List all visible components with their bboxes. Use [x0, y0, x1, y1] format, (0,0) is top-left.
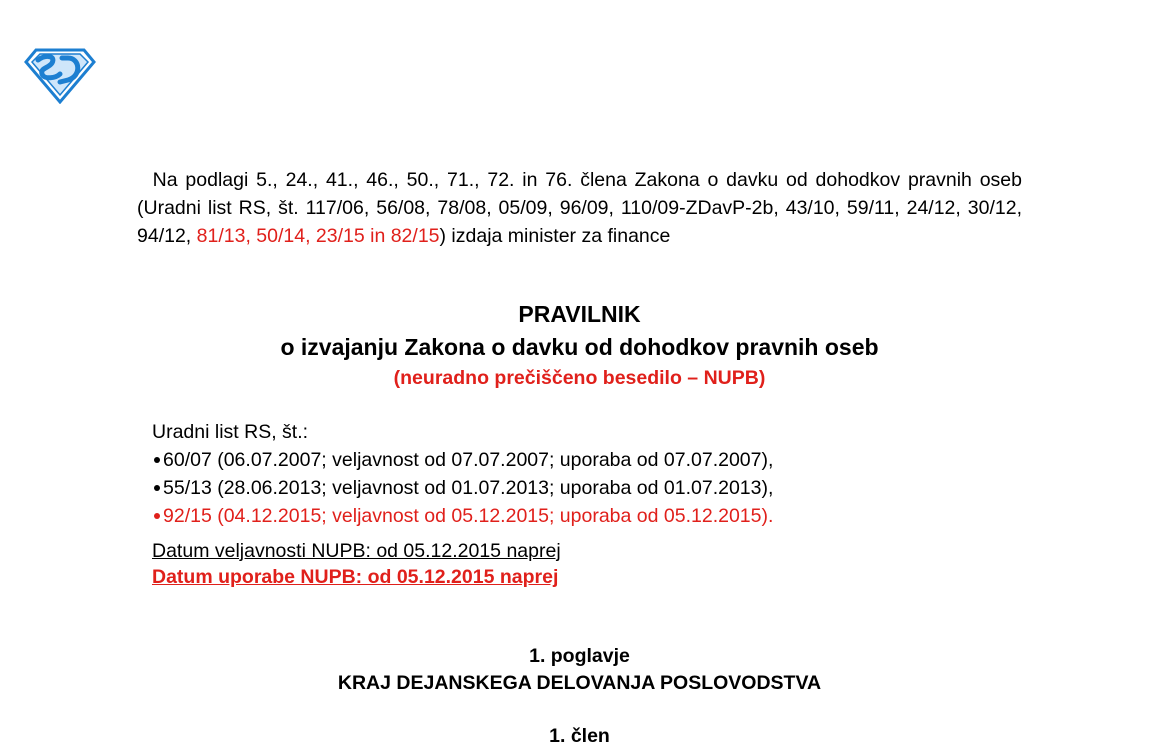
gazette-entry-text: 55/13 (28.06.2013; veljavnost od 01.07.2013; uporaba od 01.07.2013),	[163, 477, 774, 499]
bullet-icon	[154, 485, 160, 491]
preamble-amendments: 81/13, 50/14, 23/15 in 82/15	[196, 225, 440, 247]
article-heading: 1. člen	[549, 725, 610, 747]
application-date: Datum uporabe NUPB: od 05.12.2015 naprej	[152, 566, 559, 588]
gazette-list	[152, 418, 773, 530]
gazette-entry	[152, 502, 773, 530]
gazette-entry	[152, 474, 773, 502]
validity-dates	[152, 538, 561, 590]
preamble-paragraph	[137, 166, 1022, 250]
preamble-text-end: ) izdaja minister za finance	[439, 225, 671, 247]
bullet-icon	[154, 513, 160, 519]
gazette-entry-text: 92/15 (04.12.2015; veljavnost od 05.12.2015; uporaba od 05.12.2015).	[163, 505, 774, 527]
chapter-number: 1. poglavje	[529, 645, 630, 667]
gazette-entry	[152, 446, 773, 474]
gazette-entry-text: 60/07 (06.07.2007; veljavnost od 07.07.2007; uporaba od 07.07.2007),	[163, 449, 774, 471]
validity-date: Datum veljavnosti NUPB: od 05.12.2015 naprej	[152, 540, 561, 562]
bullet-icon	[154, 457, 160, 463]
preamble-text: Na podlagi 5., 24., 41., 46., 50., 71., 72. in 76. člena Zakona o davku od dohodkov pravnih oseb (Uradni list RS, št. 117/06, 56/08, 78/08, 05/09, 96/09, 110/09-ZDavP-2b, 43/10, 59/11, 24/12, 30/12, 94/12,	[137, 169, 1023, 247]
chapter-title: KRAJ DEJANSKEGA DELOVANJA POSLOVODSTVA	[337, 672, 822, 694]
document-title: PRAVILNIK	[518, 301, 641, 327]
document-note: (neuradno prečiščeno besedilo – NUPB)	[393, 367, 766, 389]
gazette-label: Uradni list RS, št.:	[152, 421, 309, 443]
sd-logo	[22, 48, 96, 104]
document-subtitle: o izvajanju Zakona o davku od dohodkov pravnih oseb	[280, 334, 879, 360]
shield-logo-icon	[22, 48, 96, 104]
